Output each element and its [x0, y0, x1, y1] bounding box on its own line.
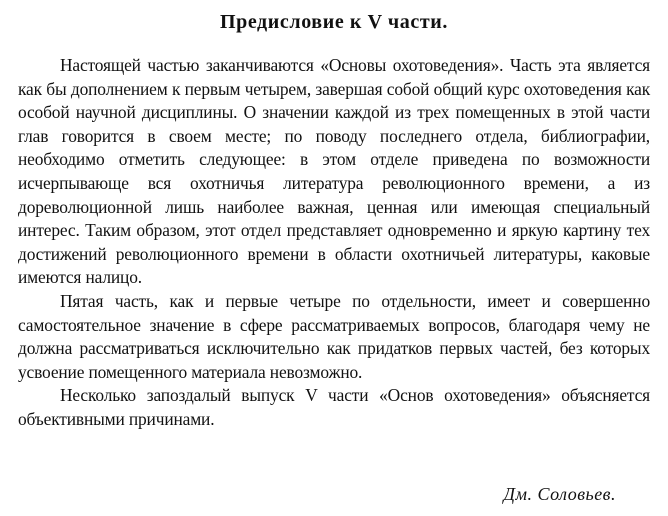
body-text	[18, 54, 650, 432]
author-signature: Дм. Соловьев.	[503, 484, 616, 504]
paragraph-1: Настоящей частью заканчиваются «Основы охотоведения». Часть эта является как бы дополнением к первым четырем, завершая собой общий курс охотоведения как особой научной дисциплины. О значении каждой из трех помещенных в этой части глав говорится в своем месте; по поводу последнего отдела, библиографии, необходимо отметить следующее: в этом отделе приведена по возможности исчерпывающе вся охотничья литература революционного времени, а из дореволюционной лишь наиболее важная, ценная или имеющая специальный интерес. Таким образом, этот отдел представляет одновременно и яркую картину тех достижений революционного времени в области охотничьей литературы, каковые имеются налицо.	[18, 55, 650, 288]
page-title: Предисловие к V части.	[219, 11, 449, 33]
paragraph-3: Несколько запоздалый выпуск V части «Основ охотоведения» объясняется объективными причинами.	[18, 385, 650, 429]
paragraph-2: Пятая часть, как и первые четыре по отдельности, имеет и совершенно самостоятельное значение в сфере рассматриваемых вопросов, благодаря чему не должна рассматриваться исключительно как придатков первых частей, без которых усвоение помещенного материала невозможно.	[18, 290, 650, 382]
